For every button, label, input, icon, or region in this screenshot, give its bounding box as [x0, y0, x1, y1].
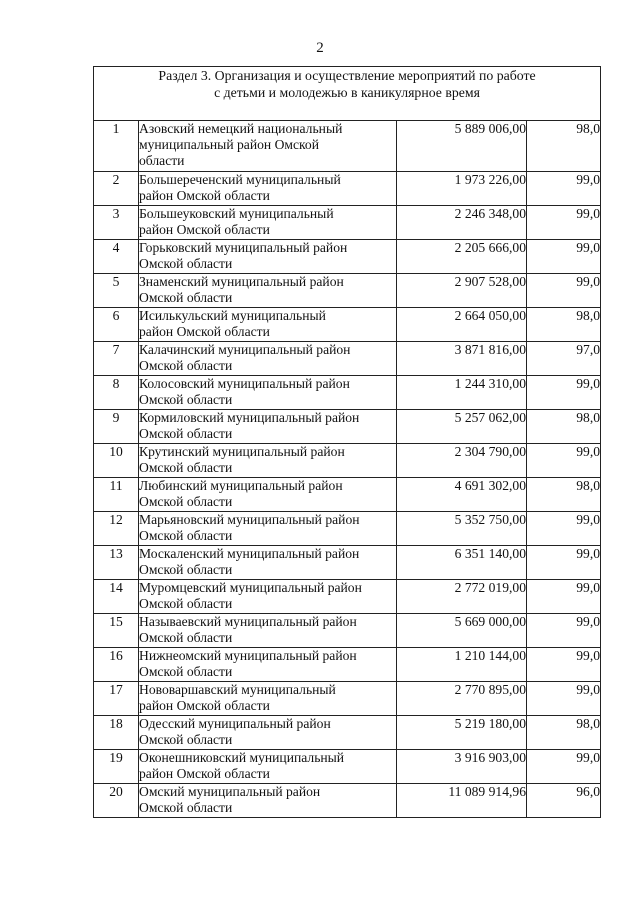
row-number: 3 — [94, 206, 139, 240]
district-name-line: район Омской области — [139, 324, 270, 339]
district-name-line: Омской области — [139, 290, 233, 305]
district-name-line: Любинский муниципальный район — [139, 478, 343, 493]
district-name-line: Омской области — [139, 426, 233, 441]
table-row — [94, 614, 601, 648]
row-number: 19 — [94, 750, 139, 784]
district-name-line: Омской области — [139, 528, 233, 543]
district-name-line: Омской области — [139, 630, 233, 645]
percent-value: 98,0 — [527, 410, 601, 444]
district-name — [139, 240, 397, 274]
district-name-line: район Омской области — [139, 698, 270, 713]
amount-value: 1 973 226,00 — [397, 172, 527, 206]
district-name-line: Азовский немецкий национальный — [139, 121, 343, 136]
section-title-line-1: Раздел 3. Организация и осуществление мероприятий по работе — [158, 68, 536, 83]
district-name-line: Омской области — [139, 460, 233, 475]
amount-value: 2 246 348,00 — [397, 206, 527, 240]
amount-value: 2 664 050,00 — [397, 308, 527, 342]
district-name-line: Исилькульский муниципальный — [139, 308, 326, 323]
district-name-line: Омской области — [139, 664, 233, 679]
district-name-line: Знаменский муниципальный район — [139, 274, 344, 289]
district-name-line: Горьковский муниципальный район — [139, 240, 348, 255]
row-number: 13 — [94, 546, 139, 580]
row-number: 16 — [94, 648, 139, 682]
section-title — [94, 67, 601, 121]
row-number: 1 — [94, 121, 139, 172]
district-name — [139, 206, 397, 240]
district-name-line: Омской области — [139, 256, 233, 271]
table-row — [94, 410, 601, 444]
district-name — [139, 750, 397, 784]
amount-value: 2 205 666,00 — [397, 240, 527, 274]
district-name — [139, 410, 397, 444]
percent-value: 96,0 — [527, 784, 601, 818]
district-name — [139, 342, 397, 376]
table-row — [94, 376, 601, 410]
percent-value: 98,0 — [527, 308, 601, 342]
district-name-line: Омской области — [139, 562, 233, 577]
percent-value: 99,0 — [527, 274, 601, 308]
amount-value: 1 210 144,00 — [397, 648, 527, 682]
row-number: 5 — [94, 274, 139, 308]
row-number: 20 — [94, 784, 139, 818]
section-header-row — [94, 67, 601, 121]
row-number: 9 — [94, 410, 139, 444]
table-row — [94, 784, 601, 818]
district-name-line: район Омской области — [139, 222, 270, 237]
district-name-line: Крутинский муниципальный район — [139, 444, 345, 459]
district-name-line: Одесский муниципальный район — [139, 716, 331, 731]
amount-value: 6 351 140,00 — [397, 546, 527, 580]
table-row — [94, 274, 601, 308]
district-name-line: Омский муниципальный район — [139, 784, 321, 799]
allocation-table — [93, 66, 601, 818]
table-row — [94, 172, 601, 206]
row-number: 10 — [94, 444, 139, 478]
amount-value: 11 089 914,96 — [397, 784, 527, 818]
district-name — [139, 478, 397, 512]
district-name-line: Омской области — [139, 800, 233, 815]
amount-value: 1 244 310,00 — [397, 376, 527, 410]
row-number: 8 — [94, 376, 139, 410]
district-name — [139, 512, 397, 546]
district-name-line: Омской области — [139, 732, 233, 747]
district-name-line: Омской области — [139, 494, 233, 509]
percent-value: 99,0 — [527, 172, 601, 206]
amount-value: 2 770 895,00 — [397, 682, 527, 716]
table-row — [94, 648, 601, 682]
table-row — [94, 444, 601, 478]
district-name — [139, 580, 397, 614]
table-row — [94, 546, 601, 580]
district-name-line: Большеуковский муниципальный — [139, 206, 334, 221]
percent-value: 99,0 — [527, 240, 601, 274]
district-name-line: Оконешниковский муниципальный — [139, 750, 345, 765]
row-number: 2 — [94, 172, 139, 206]
district-name — [139, 172, 397, 206]
table-body — [94, 67, 601, 818]
district-name — [139, 716, 397, 750]
table-row — [94, 478, 601, 512]
district-name-line: Омской области — [139, 392, 233, 407]
percent-value: 99,0 — [527, 648, 601, 682]
row-number: 17 — [94, 682, 139, 716]
district-name — [139, 648, 397, 682]
percent-value: 97,0 — [527, 342, 601, 376]
table-row — [94, 342, 601, 376]
section-title-line-2: с детьми и молодежью в каникулярное время — [214, 85, 480, 100]
district-name-line: области — [139, 153, 185, 168]
amount-value: 2 772 019,00 — [397, 580, 527, 614]
row-number: 11 — [94, 478, 139, 512]
percent-value: 99,0 — [527, 682, 601, 716]
district-name — [139, 682, 397, 716]
percent-value: 99,0 — [527, 444, 601, 478]
amount-value: 3 871 816,00 — [397, 342, 527, 376]
amount-value: 2 907 528,00 — [397, 274, 527, 308]
district-name-line: Называевский муниципальный район — [139, 614, 357, 629]
district-name-line: район Омской области — [139, 766, 270, 781]
percent-value: 99,0 — [527, 376, 601, 410]
district-name-line: Нововаршавский муниципальный — [139, 682, 336, 697]
percent-value: 98,0 — [527, 716, 601, 750]
row-number: 18 — [94, 716, 139, 750]
district-name — [139, 614, 397, 648]
district-name — [139, 121, 397, 172]
percent-value: 99,0 — [527, 614, 601, 648]
percent-value: 99,0 — [527, 206, 601, 240]
district-name-line: район Омской области — [139, 188, 270, 203]
district-name — [139, 274, 397, 308]
district-name-line: Большереченский муниципальный — [139, 172, 341, 187]
amount-value: 5 669 000,00 — [397, 614, 527, 648]
district-name-line: Калачинский муниципальный район — [139, 342, 351, 357]
district-name — [139, 784, 397, 818]
table-row — [94, 308, 601, 342]
row-number: 15 — [94, 614, 139, 648]
table-row — [94, 682, 601, 716]
amount-value: 5 352 750,00 — [397, 512, 527, 546]
table-row — [94, 240, 601, 274]
amount-value: 5 219 180,00 — [397, 716, 527, 750]
percent-value: 98,0 — [527, 121, 601, 172]
row-number: 4 — [94, 240, 139, 274]
percent-value: 98,0 — [527, 478, 601, 512]
district-name-line: Муромцевский муниципальный район — [139, 580, 362, 595]
table-row — [94, 121, 601, 172]
district-name-line: Марьяновский муниципальный район — [139, 512, 360, 527]
amount-value: 4 691 302,00 — [397, 478, 527, 512]
district-name-line: Кормиловский муниципальный район — [139, 410, 360, 425]
row-number: 7 — [94, 342, 139, 376]
amount-value: 5 257 062,00 — [397, 410, 527, 444]
table-row — [94, 750, 601, 784]
district-name-line: муниципальный район Омской — [139, 137, 320, 152]
district-name-line: Москаленский муниципальный район — [139, 546, 360, 561]
district-name-line: Омской области — [139, 596, 233, 611]
district-name — [139, 444, 397, 478]
district-name — [139, 308, 397, 342]
district-name-line: Нижнеомский муниципальный район — [139, 648, 357, 663]
percent-value: 99,0 — [527, 580, 601, 614]
percent-value: 99,0 — [527, 512, 601, 546]
percent-value: 99,0 — [527, 750, 601, 784]
percent-value: 99,0 — [527, 546, 601, 580]
district-name — [139, 376, 397, 410]
amount-value: 2 304 790,00 — [397, 444, 527, 478]
amount-value: 5 889 006,00 — [397, 121, 527, 172]
amount-value: 3 916 903,00 — [397, 750, 527, 784]
table-row — [94, 716, 601, 750]
district-name — [139, 546, 397, 580]
page-number: 2 — [316, 40, 324, 56]
table-row — [94, 206, 601, 240]
district-name-line: Колосовский муниципальный район — [139, 376, 350, 391]
row-number: 14 — [94, 580, 139, 614]
row-number: 6 — [94, 308, 139, 342]
table-row — [94, 512, 601, 546]
district-name-line: Омской области — [139, 358, 233, 373]
table-row — [94, 580, 601, 614]
row-number: 12 — [94, 512, 139, 546]
